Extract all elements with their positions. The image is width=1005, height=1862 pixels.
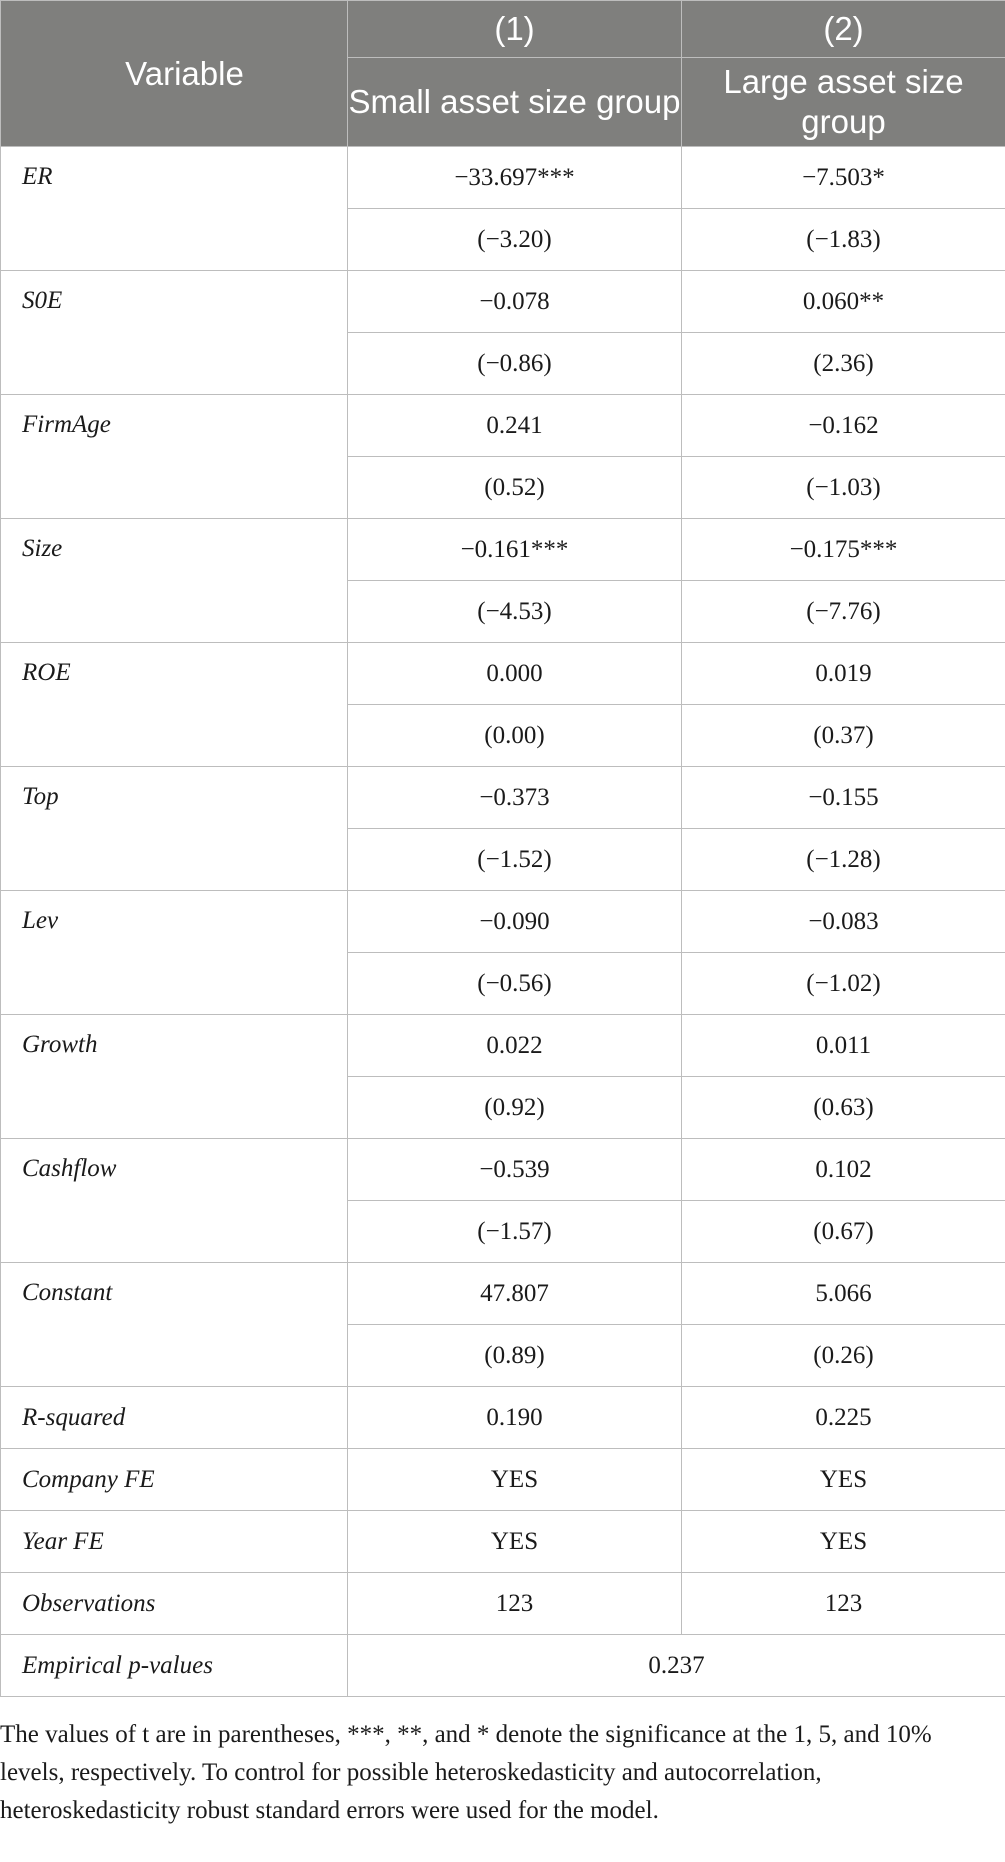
variable-name: FirmAge <box>1 395 348 519</box>
coefficient-small: −0.539 <box>348 1139 682 1201</box>
coefficient-large: 0.011 <box>682 1015 1005 1077</box>
t-value-large: (−1.02) <box>682 953 1005 1015</box>
variable-name: Size <box>1 519 348 643</box>
coefficient-small: 0.000 <box>348 643 682 705</box>
stat-name: Year FE <box>1 1511 348 1573</box>
table-row <box>1 643 1005 705</box>
stat-value-large: YES <box>682 1449 1005 1511</box>
empirical-value: 0.237 <box>348 1635 1005 1697</box>
coefficient-small: −0.373 <box>348 767 682 829</box>
table-row <box>1 1139 1005 1201</box>
col1-label: Small asset size group <box>348 58 682 147</box>
table-row <box>1 147 1005 209</box>
coefficient-large: 0.019 <box>682 643 1005 705</box>
t-value-large: (−1.83) <box>682 209 1005 271</box>
table-row-stat <box>1 1449 1005 1511</box>
coefficient-small: −33.697*** <box>348 147 682 209</box>
t-value-large: (−1.28) <box>682 829 1005 891</box>
table-body <box>1 147 1005 1697</box>
t-value-large: (0.63) <box>682 1077 1005 1139</box>
coefficient-large: −0.175*** <box>682 519 1005 581</box>
variable-name: ROE <box>1 643 348 767</box>
coefficient-small: −0.161*** <box>348 519 682 581</box>
t-value-small: (0.00) <box>348 705 682 767</box>
stat-value-small: 0.190 <box>348 1387 682 1449</box>
coefficient-large: −0.083 <box>682 891 1005 953</box>
stat-value-small: YES <box>348 1449 682 1511</box>
table-row-stat <box>1 1511 1005 1573</box>
table-row <box>1 1015 1005 1077</box>
variable-name: Cashflow <box>1 1139 348 1263</box>
stat-value-large: 0.225 <box>682 1387 1005 1449</box>
t-value-large: (2.36) <box>682 333 1005 395</box>
header-row-numbers <box>1 1 1005 58</box>
stat-name: Company FE <box>1 1449 348 1511</box>
coefficient-large: −7.503* <box>682 147 1005 209</box>
stat-value-small: YES <box>348 1511 682 1573</box>
table-row <box>1 271 1005 333</box>
variable-name: ER <box>1 147 348 271</box>
t-value-small: (−0.56) <box>348 953 682 1015</box>
t-value-large: (0.26) <box>682 1325 1005 1387</box>
coefficient-small: 47.807 <box>348 1263 682 1325</box>
coefficient-large: 0.060** <box>682 271 1005 333</box>
t-value-small: (0.92) <box>348 1077 682 1139</box>
table-row-empirical <box>1 1635 1005 1697</box>
empirical-label: Empirical p-values <box>1 1635 348 1697</box>
variable-name: S0E <box>1 271 348 395</box>
coefficient-large: −0.162 <box>682 395 1005 457</box>
table-row <box>1 767 1005 829</box>
table-row <box>1 519 1005 581</box>
t-value-small: (−1.52) <box>348 829 682 891</box>
table-row-stat <box>1 1573 1005 1635</box>
stat-name: R-squared <box>1 1387 348 1449</box>
table-row <box>1 891 1005 953</box>
col1-number: (1) <box>348 1 682 58</box>
stat-value-small: 123 <box>348 1573 682 1635</box>
variable-header: Variable <box>1 1 348 147</box>
variable-name: Lev <box>1 891 348 1015</box>
table-header <box>1 1 1005 147</box>
t-value-small: (−0.86) <box>348 333 682 395</box>
coefficient-large: −0.155 <box>682 767 1005 829</box>
t-value-small: (0.52) <box>348 457 682 519</box>
stat-name: Observations <box>1 1573 348 1635</box>
t-value-small: (0.89) <box>348 1325 682 1387</box>
variable-name: Growth <box>1 1015 348 1139</box>
table-row-stat <box>1 1387 1005 1449</box>
t-value-small: (−1.57) <box>348 1201 682 1263</box>
t-value-large: (−1.03) <box>682 457 1005 519</box>
t-value-small: (−3.20) <box>348 209 682 271</box>
variable-name: Top <box>1 767 348 891</box>
coefficient-small: −0.078 <box>348 271 682 333</box>
t-value-large: (0.67) <box>682 1201 1005 1263</box>
col2-label: Large asset size group <box>682 58 1005 147</box>
table-row <box>1 1263 1005 1325</box>
coefficient-small: 0.022 <box>348 1015 682 1077</box>
t-value-small: (−4.53) <box>348 581 682 643</box>
coefficient-small: −0.090 <box>348 891 682 953</box>
coefficient-small: 0.241 <box>348 395 682 457</box>
coefficient-large: 5.066 <box>682 1263 1005 1325</box>
table-row <box>1 395 1005 457</box>
t-value-large: (0.37) <box>682 705 1005 767</box>
table-note: The values of t are in parentheses, ***, **, and * denote the significance at the 1, 5, and 10% levels, respectively. To control for possible heteroskedasticity and autocorrelation, heteroskedasticity robust standard errors were used for the model. <box>0 1721 932 1824</box>
col2-number: (2) <box>682 1 1005 58</box>
stat-value-large: 123 <box>682 1573 1005 1635</box>
t-value-large: (−7.76) <box>682 581 1005 643</box>
coefficient-large: 0.102 <box>682 1139 1005 1201</box>
variable-name: Constant <box>1 1263 348 1387</box>
stat-value-large: YES <box>682 1511 1005 1573</box>
